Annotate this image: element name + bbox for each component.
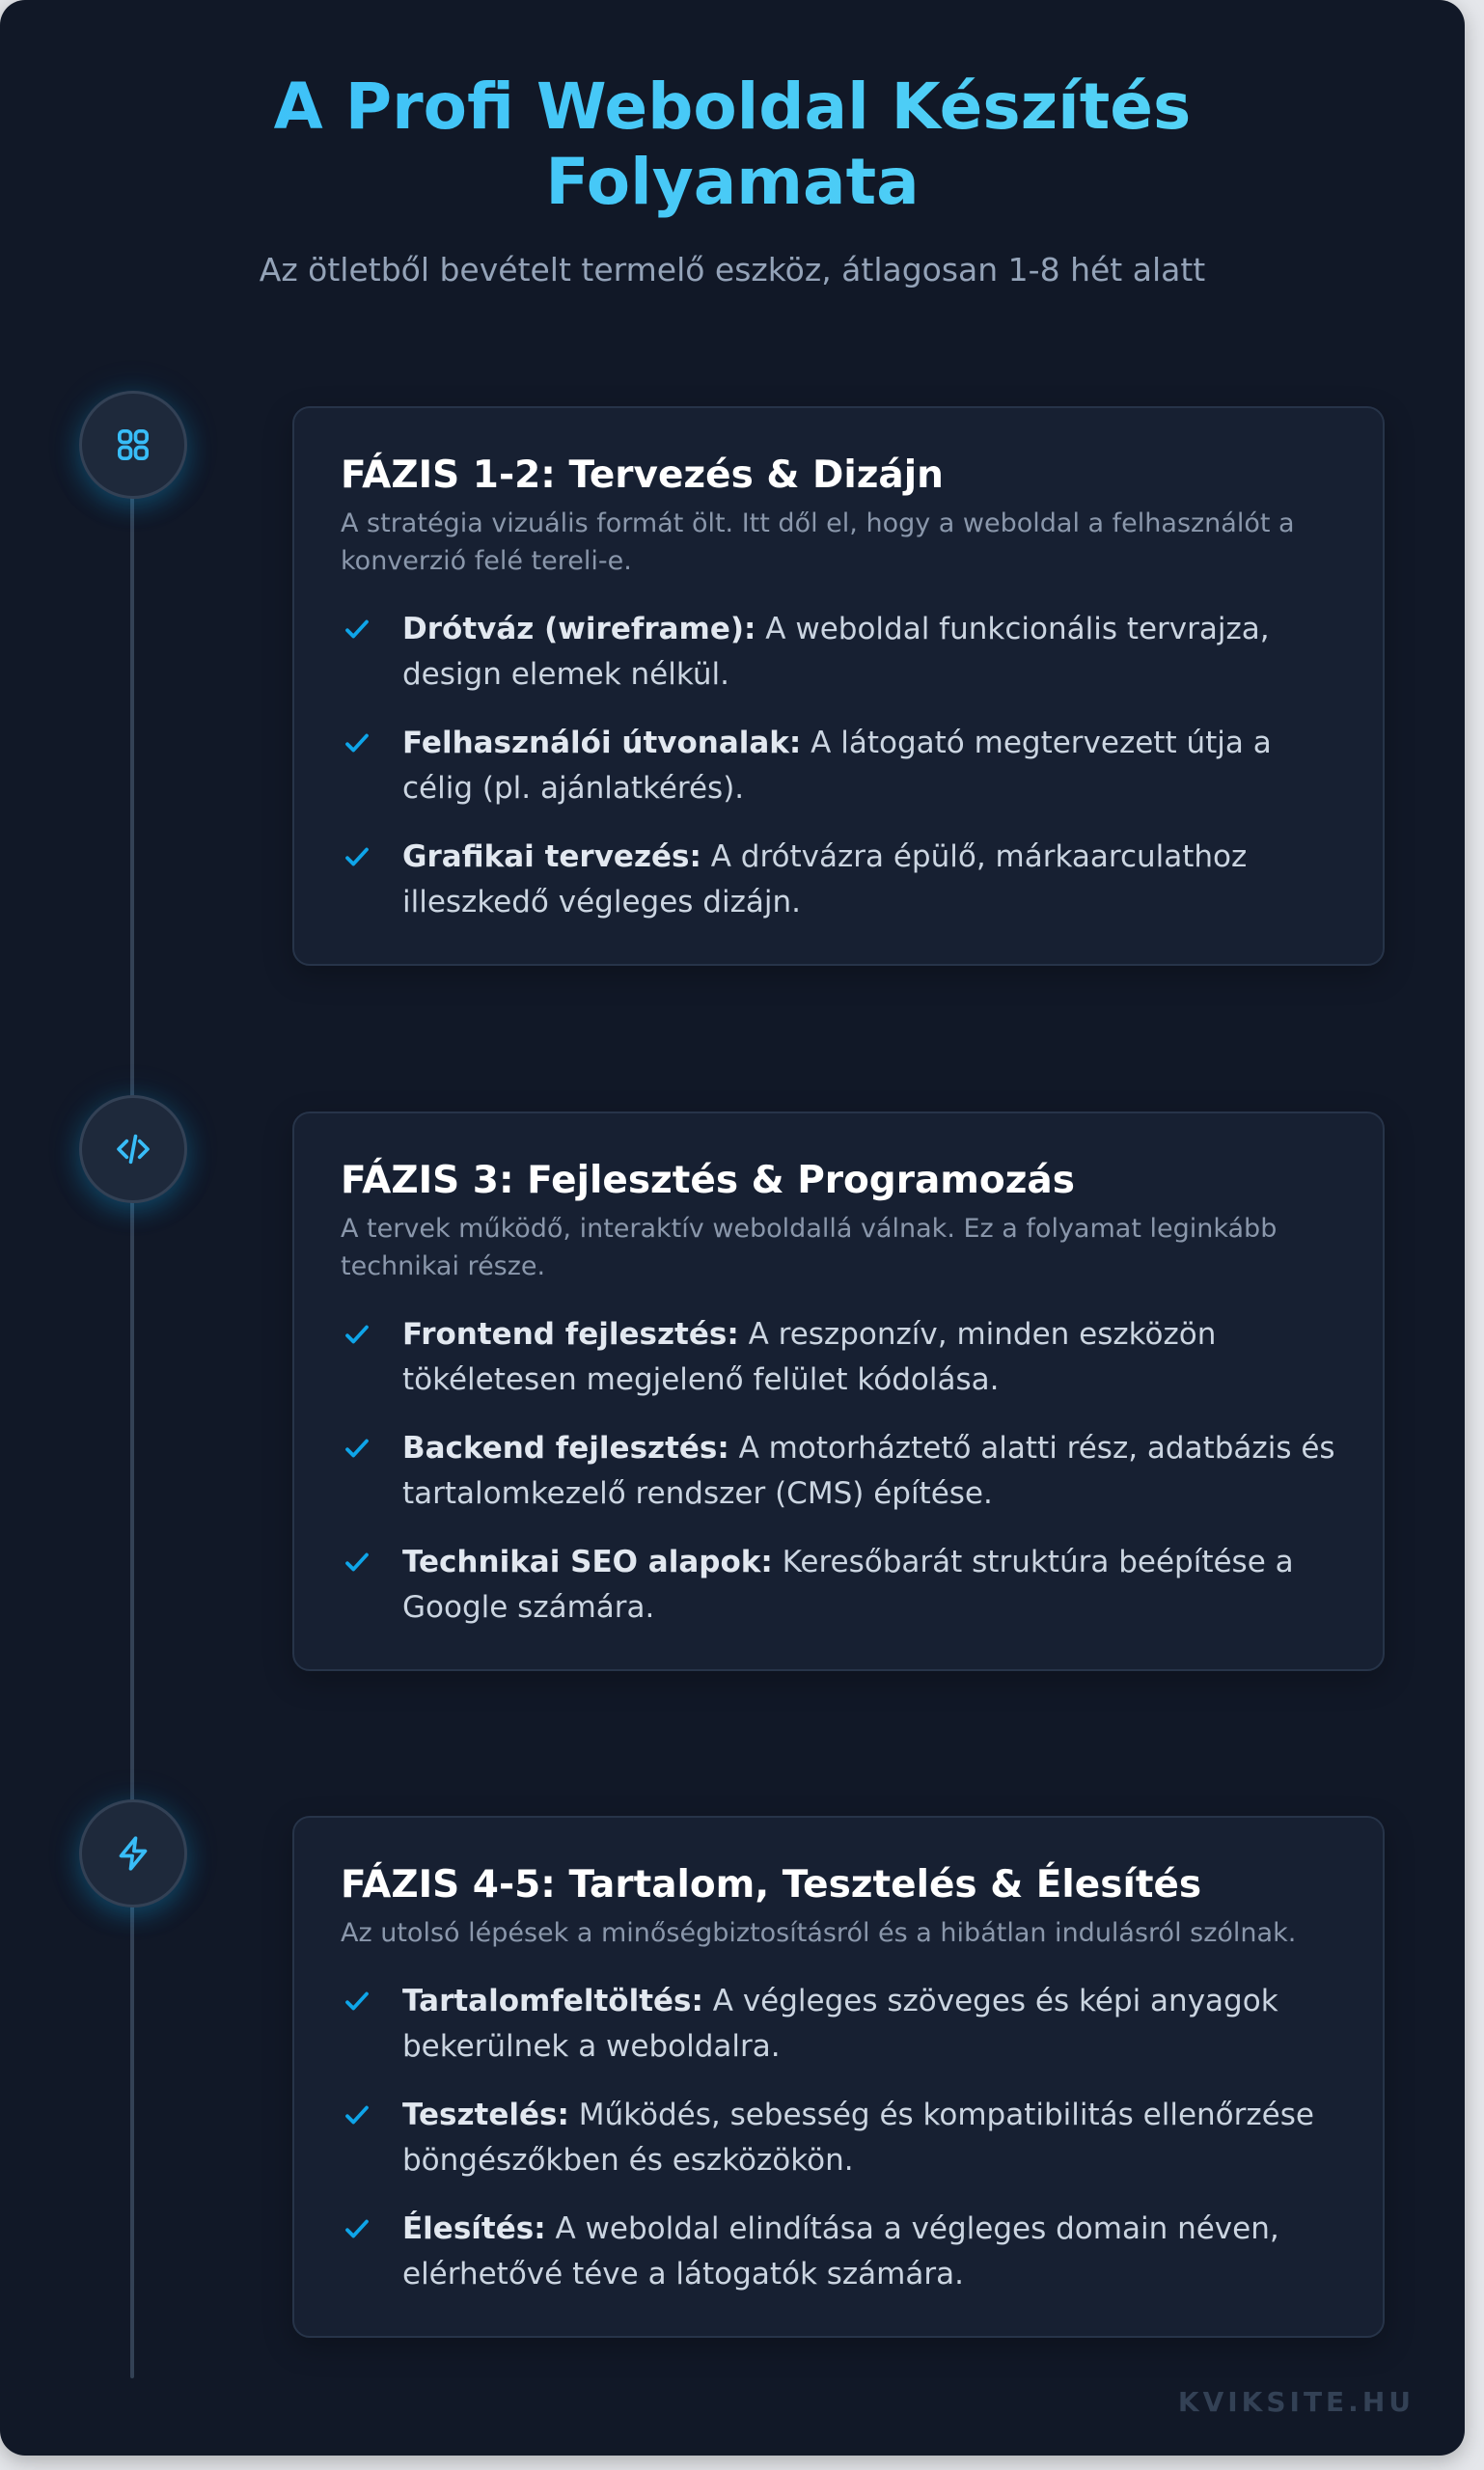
item-text: Keresőbarát struktúra beépítése a Google számára.: [402, 1545, 1294, 1625]
item-label: Tartalomfeltöltés:: [402, 1984, 703, 2018]
list-item: [341, 1979, 1336, 2070]
phase-card-1: [292, 406, 1385, 966]
list-item: [341, 2093, 1336, 2183]
item-text: Működés, sebesség és kompatibilitás ellenőrzése böngészőkben és eszközökön.: [402, 2098, 1314, 2178]
check-icon: [341, 2214, 373, 2243]
check-icon: [341, 1320, 373, 1349]
item-label: Grafikai tervezés:: [402, 839, 701, 874]
list-item: [341, 607, 1336, 698]
phase-title: FÁZIS 4-5: Tartalom, Tesztelés & Élesítés: [341, 1863, 1202, 1907]
code-icon: [114, 1130, 152, 1168]
phase-items: [341, 1979, 1336, 2297]
list-item: [341, 1426, 1336, 1517]
item-text: A látogató megtervezett útja a célig (pl. ajánlatkérés).: [402, 726, 1272, 806]
phase-description: A stratégia vizuális formát ölt. Itt dől el, hogy a weboldal a felhasználót a konverzió felé tereli-e.: [341, 508, 1295, 576]
list-item: [341, 2207, 1336, 2297]
item-label: Backend fejlesztés:: [402, 1431, 729, 1466]
timeline-line: [130, 444, 134, 2378]
check-icon: [341, 615, 373, 644]
phase-1-node: [79, 391, 187, 499]
page-subtitle: Az ötletből bevételt termelő eszköz, átlagosan 1-8 hét alatt: [259, 251, 1206, 288]
phase-card-3: [292, 1816, 1385, 2338]
check-icon: [341, 1987, 373, 2016]
phase-title: FÁZIS 3: Fejlesztés & Programozás: [341, 1159, 1075, 1202]
item-label: Tesztelés:: [402, 2098, 569, 2132]
item-text: A reszponzív, minden eszközön tökéletesen megjelenő felület kódolása.: [402, 1317, 1217, 1397]
check-icon: [341, 1548, 373, 1577]
phase-2-node: [79, 1095, 187, 1203]
item-label: Drótváz (wireframe):: [402, 612, 756, 646]
grid-icon: [114, 425, 152, 464]
phase-items: [341, 607, 1336, 925]
list-item: [341, 1312, 1336, 1403]
phase-description: A tervek működő, interaktív weboldallá válnak. Ez a folyamat leginkább technikai része.: [341, 1214, 1278, 1281]
list-item: [341, 835, 1336, 925]
phase-description: Az utolsó lépések a minőségbiztosításról és a hibátlan indulásról szólnak.: [341, 1918, 1297, 1948]
item-label: Technikai SEO alapok:: [402, 1545, 773, 1579]
phase-title: FÁZIS 1-2: Tervezés & Dizájn: [341, 453, 944, 497]
item-label: Frontend fejlesztés:: [402, 1317, 739, 1352]
item-text: A végleges szöveges és képi anyagok bekerülnek a weboldalra.: [402, 1984, 1278, 2064]
list-item: [341, 721, 1336, 811]
phase-3-node: [79, 1799, 187, 1907]
phase-items: [341, 1312, 1336, 1631]
item-label: Felhasználói útvonalak:: [402, 726, 802, 760]
item-label: Élesítés:: [402, 2211, 546, 2246]
list-item: [341, 1540, 1336, 1631]
lightning-icon: [114, 1834, 152, 1873]
check-icon: [341, 728, 373, 757]
check-icon: [341, 842, 373, 871]
item-text: A drótvázra épülő, márkaarculathoz illeszkedő végleges dizájn.: [402, 839, 1248, 919]
item-text: A motorháztető alatti rész, adatbázis és tartalomkezelő rendszer (CMS) építése.: [402, 1431, 1335, 1511]
title-line-2: Folyamata: [545, 145, 920, 219]
item-text: A weboldal funkcionális tervrajza, design elemek nélkül.: [402, 612, 1270, 692]
check-icon: [341, 2100, 373, 2129]
item-text: A weboldal elindítása a végleges domain néven, elérhetővé téve a látogatók számára.: [402, 2211, 1279, 2292]
phase-card-2: [292, 1112, 1385, 1671]
brand-watermark: KVIKSITE.HU: [1177, 2386, 1415, 2418]
page-title: [0, 69, 1465, 220]
title-line-1: A Profi Weboldal Készítés: [273, 69, 1192, 144]
check-icon: [341, 1434, 373, 1463]
